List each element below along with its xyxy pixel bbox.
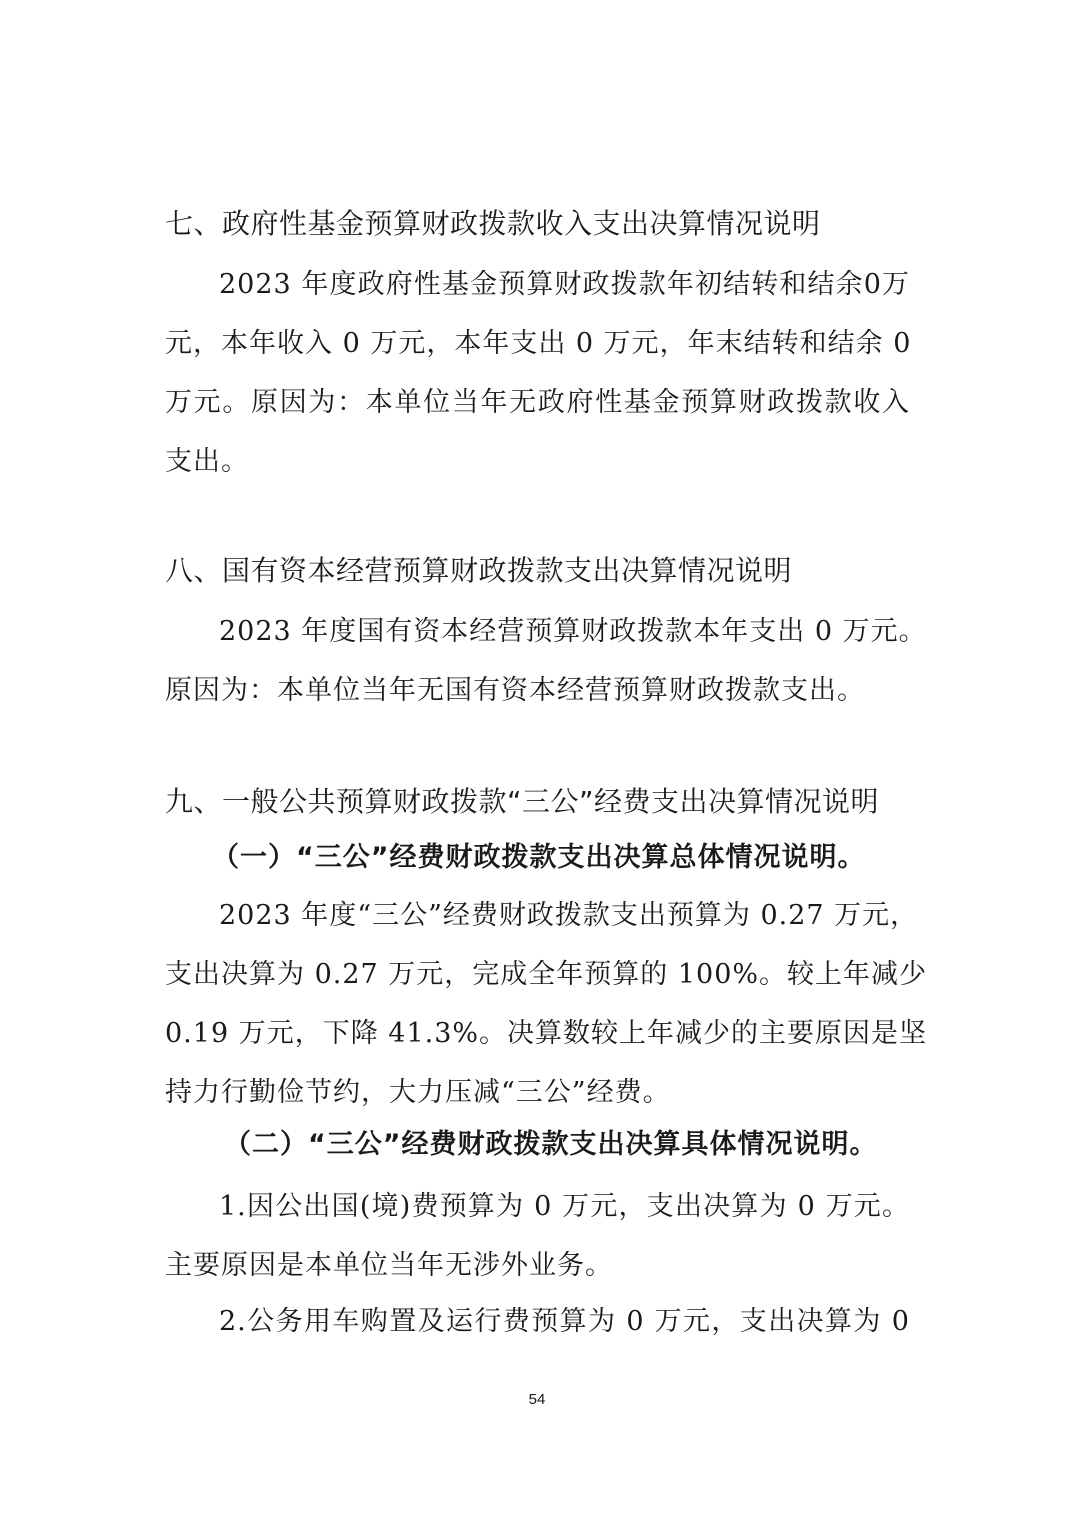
paragraph-line: 元，本年收入 0 万元，本年支出 0 万元，年末结转和结余 0 [165,328,912,359]
paragraph-line: 万元。原因为：本单位当年无政府性基金预算财政拨款收入 [165,387,910,418]
section-heading-7: 七、政府性基金预算财政拨款收入支出决算情况说明 [165,207,821,240]
paragraph-line: 0.19 万元，下降 41.3%。决算数较上年减少的主要原因是坚 [165,1018,928,1049]
section-heading-9: 九、一般公共预算财政拨款“三公”经费支出决算情况说明 [165,785,880,818]
subsection-9-2-item-2 [165,1292,910,1351]
paragraph-line: 2.公务用车购置及运行费预算为 0 万元，支出决算为 0 [219,1306,910,1337]
paragraph-line: 支出决算为 0.27 万元，完成全年预算的 100%。较上年减少 [165,959,928,990]
paragraph-line: 2023 年度“三公”经费财政拨款支出预算为 0.27 万元， [219,900,919,931]
section-heading-8: 八、国有资本经营预算财政拨款支出决算情况说明 [165,554,793,587]
subsection-heading-9-2: （二）“三公”经费财政拨款支出决算具体情况说明。 [224,1129,878,1160]
section-8-paragraph [165,602,927,720]
paragraph-line: 持力行勤俭节约，大力压减“三公”经费。 [165,1077,671,1108]
paragraph-line: 主要原因是本单位当年无涉外业务。 [165,1250,613,1281]
section-7-paragraph [165,255,910,491]
subsection-9-2-item-1 [165,1177,910,1295]
paragraph-line: 1.因公出国(境)费预算为 0 万元，支出决算为 0 万元。 [219,1191,910,1222]
subsection-9-1-paragraph [165,886,928,1122]
paragraph-line: 原因为：本单位当年无国有资本经营预算财政拨款支出。 [165,675,865,706]
subsection-heading-9-1: （一）“三公”经费财政拨款支出决算总体情况说明。 [212,842,866,873]
paragraph-line: 2023 年度政府性基金预算财政拨款年初结转和结余0万 [219,269,910,300]
paragraph-line: 2023 年度国有资本经营预算财政拨款本年支出 0 万元。 [219,616,927,647]
paragraph-line: 支出。 [165,446,249,477]
page-number: 54 [528,1391,546,1408]
